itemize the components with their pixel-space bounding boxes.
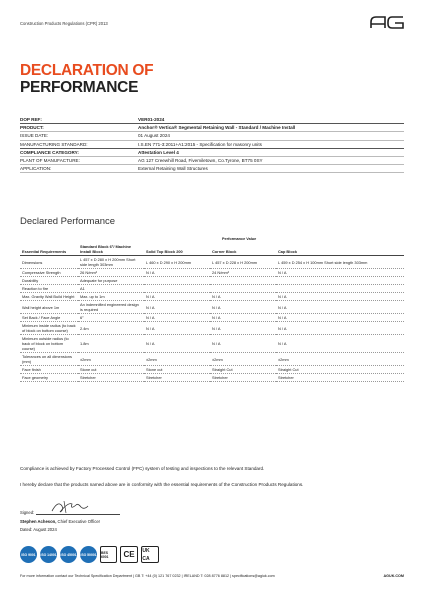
table-cell: N / A xyxy=(276,269,404,277)
table-cell: N / A xyxy=(210,301,276,314)
table-cell: Stone cut xyxy=(78,366,144,374)
table-header: Corner Block xyxy=(210,243,276,256)
table-cell: N / A xyxy=(144,322,210,335)
info-row xyxy=(20,132,404,140)
table-row xyxy=(20,256,404,269)
table-cell: Dimensions xyxy=(20,256,78,269)
table-cell: L 457 x D 280 x H 200mm Short side length 303mm xyxy=(78,256,144,269)
product-info xyxy=(20,116,404,173)
performance-table xyxy=(20,243,404,382)
table-cell: Minimum inside radius (to back of block on bottom course) xyxy=(20,322,78,335)
title-line-2: PERFORMANCE xyxy=(20,79,139,96)
info-label: PRODUCT: xyxy=(20,125,44,131)
info-label: MANUFACTURING STANDARD: xyxy=(20,141,88,147)
table-row xyxy=(20,366,404,374)
table-cell: N / A xyxy=(144,301,210,314)
info-value: 01 August 2024 xyxy=(138,133,170,139)
table-cell: ±2mm xyxy=(144,353,210,366)
table-row xyxy=(20,314,404,322)
table-row xyxy=(20,335,404,353)
footer-url[interactable]: AGUK.COM xyxy=(383,574,404,578)
info-label: DOP REF: xyxy=(20,117,42,123)
table-row xyxy=(20,277,404,285)
info-value: I.S.EN 771-3:2011+A1:2015 - Specification for masonry units xyxy=(138,141,262,147)
signer-name: Stephen Acheson, xyxy=(20,519,57,524)
table-row xyxy=(20,322,404,335)
table-cell: ±2mm xyxy=(78,353,144,366)
ag-logo xyxy=(370,16,404,29)
table-cell: N / A xyxy=(210,314,276,322)
certification-badges xyxy=(20,546,159,563)
iso-50001-badge: ISO 50001 xyxy=(80,546,97,563)
table-cell: N / A xyxy=(144,335,210,353)
table-cell: Stretcher xyxy=(78,374,144,382)
footer-contact: For more information contact our Technical Specification Department | GB T: +44 (0) 121 767 0232 | IRELAND T: 028 8776 8812 | specifications@agiuk.com xyxy=(20,574,275,578)
iso-14001-badge: ISO 14001 xyxy=(40,546,57,563)
table-cell: N / A xyxy=(276,314,404,322)
info-row xyxy=(20,141,404,149)
table-cell: 2.4m xyxy=(78,322,144,335)
table-cell: Wall height above 1m xyxy=(20,301,78,314)
table-cell: Minimum outside radius (to back of block on bottom course) xyxy=(20,335,78,353)
performance-value-label: Performance Value xyxy=(222,237,257,241)
table-cell: Compressive Strength xyxy=(20,269,78,277)
table-cell: Stretcher xyxy=(210,374,276,382)
info-value: External Retaining Wall Structures xyxy=(138,166,208,172)
table-cell: N / A xyxy=(144,293,210,301)
compliance-statement: Compliance is achieved by Factory Processed Control (FPC) system of testing and inspections to the relevant Standard. xyxy=(20,466,265,471)
table-cell: ±2mm xyxy=(210,353,276,366)
info-value: VER01-2024 xyxy=(138,117,165,123)
info-label: PLANT OF MANUFACTURE: xyxy=(20,158,80,164)
info-row xyxy=(20,165,404,173)
info-row xyxy=(20,124,404,132)
info-value: Attestation Level 4 xyxy=(138,149,179,155)
table-row xyxy=(20,285,404,293)
table-cell: L 457 x D 228 x H 200mm xyxy=(210,256,276,269)
table-cell: Reaction to fire xyxy=(20,285,78,293)
table-cell: 26 N/mm² xyxy=(78,269,144,277)
title-line-1: DECLARATION OF xyxy=(20,62,154,79)
table-cell: Stone cut xyxy=(144,366,210,374)
info-row xyxy=(20,157,404,165)
table-cell: Stretcher xyxy=(144,374,210,382)
table-cell: N / A xyxy=(210,322,276,335)
table-cell: Adequate for purpose xyxy=(78,277,404,285)
info-label: ISSUE DATE: xyxy=(20,133,49,139)
table-cell: N / A xyxy=(144,269,210,277)
table-header: Solid Top Block 200 xyxy=(144,243,210,256)
table-cell: N / A xyxy=(276,301,404,314)
iso-45001-badge: ISO 45001 xyxy=(60,546,77,563)
table-cell: Durability xyxy=(20,277,78,285)
signature-line xyxy=(36,514,120,515)
table-cell: Stretcher xyxy=(276,374,404,382)
ukca-top: UK xyxy=(142,548,150,554)
table-cell: 1.8m xyxy=(78,335,144,353)
table-row xyxy=(20,269,404,277)
table-cell: Face geometry xyxy=(20,374,78,382)
table-cell: N / A xyxy=(276,322,404,335)
regulation-header: Construction Products Regulations (CPR) 2013 xyxy=(20,21,108,26)
ukca-mark xyxy=(141,546,159,563)
table-cell: Max. up to 1m xyxy=(78,293,144,301)
signer xyxy=(20,519,100,524)
table-cell: A1 xyxy=(78,285,404,293)
table-row xyxy=(20,301,404,314)
table-header: Standard Block 6°/ Machine Install Block xyxy=(78,243,144,256)
table-row xyxy=(20,293,404,301)
table-row xyxy=(20,353,404,366)
info-value: Anchor® Vertica® Segmental Retaining Wall - Standard / Machine Install xyxy=(138,125,296,131)
info-label: COMPLIANCE CATEGORY: xyxy=(20,149,79,155)
table-cell: An indemnified engineered design is required xyxy=(78,301,144,314)
table-header: Cap Block xyxy=(276,243,404,256)
signed-label: Signed: xyxy=(20,510,35,515)
table-cell: N / A xyxy=(144,314,210,322)
table-cell: Straight Cut xyxy=(276,366,404,374)
table-cell: Max. Gravity Wall Build Height xyxy=(20,293,78,301)
ce-mark: CE xyxy=(120,546,138,563)
info-value: AG 127 Creewhill Road, Fivemiletown, Co.Tyrone, BT75 0SY xyxy=(138,158,263,164)
table-cell: 24 N/mm² xyxy=(210,269,276,277)
table-header-row xyxy=(20,243,404,256)
table-cell: N / A xyxy=(210,335,276,353)
table-cell: N / A xyxy=(276,293,404,301)
table-row xyxy=(20,374,404,382)
page-title xyxy=(20,62,153,96)
info-row xyxy=(20,149,404,157)
table-cell: N / A xyxy=(276,335,404,353)
signer-role: Chief Executive Officer xyxy=(57,519,101,524)
ukca-bottom: CA xyxy=(142,556,150,562)
table-cell: Face finish xyxy=(20,366,78,374)
table-cell: L 459 x D 254 x H 100mm Short side length 303mm xyxy=(276,256,404,269)
iso-9001-badge: ISO 9001 xyxy=(20,546,37,563)
table-cell: Set Back / Face Angle xyxy=(20,314,78,322)
dated-text: Dated: August 2024 xyxy=(20,527,57,532)
info-row xyxy=(20,116,404,124)
table-cell: Straight Cut xyxy=(210,366,276,374)
section-title: Declared Performance xyxy=(20,216,116,227)
table-cell: ±2mm xyxy=(276,353,404,366)
table-header: Essential Requirements xyxy=(20,243,78,256)
info-label: APPLICATION: xyxy=(20,166,52,172)
table-cell: L 460 x D 290 x H 200mm xyxy=(144,256,210,269)
table-cell: N / A xyxy=(210,293,276,301)
table-cell: Tolerances on all dimensions (mm) xyxy=(20,353,78,366)
footer xyxy=(20,574,404,578)
declaration-statement: I hereby declare that the products named above are in conformity with the essential requirements of the Construction Products Regulations. xyxy=(20,482,304,487)
table-cell: 6° xyxy=(78,314,144,322)
bes-6001-badge: BES 6001 xyxy=(100,546,117,563)
